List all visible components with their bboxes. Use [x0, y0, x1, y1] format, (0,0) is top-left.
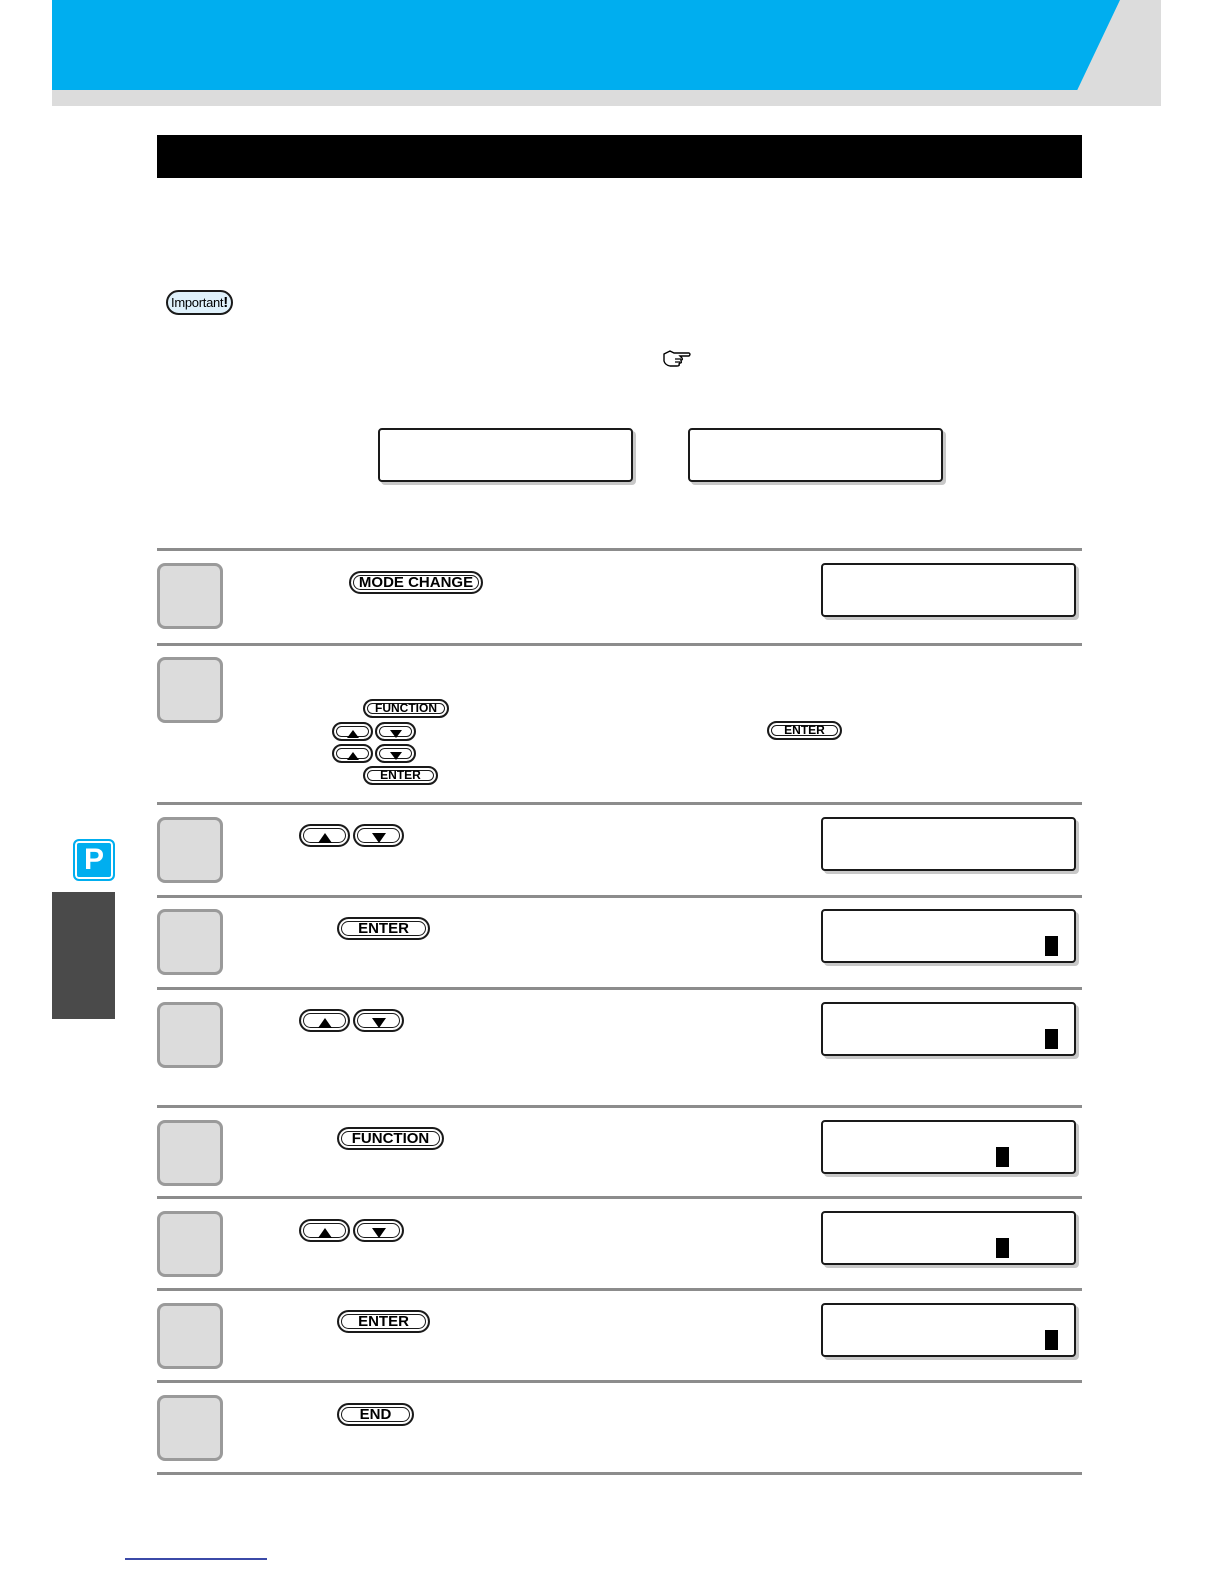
- arrow-down-icon: [372, 833, 386, 843]
- enter-key[interactable]: ENTER: [337, 1310, 430, 1333]
- important-label: Important: [171, 295, 224, 310]
- up-key[interactable]: [299, 1009, 350, 1032]
- step-number-box: [157, 1120, 223, 1186]
- step-divider: [157, 1288, 1082, 1291]
- down-key[interactable]: [353, 1009, 404, 1032]
- step-divider: [157, 1380, 1082, 1383]
- important-badge: [166, 290, 233, 315]
- step-divider: [157, 643, 1082, 646]
- arrow-up-icon: [347, 730, 359, 738]
- step-number-box: [157, 657, 223, 723]
- down-key[interactable]: [375, 744, 416, 763]
- step-number-box: [157, 563, 223, 629]
- down-key[interactable]: [353, 824, 404, 847]
- step-divider: [157, 1196, 1082, 1199]
- lcd-cursor: [996, 1147, 1009, 1167]
- arrow-down-icon: [390, 730, 402, 738]
- step-divider: [157, 895, 1082, 898]
- down-key[interactable]: [353, 1219, 404, 1242]
- function-key[interactable]: FUNCTION: [363, 699, 449, 718]
- lcd-display-example-2: [688, 428, 943, 482]
- arrow-down-icon: [372, 1018, 386, 1028]
- step-number-box: [157, 909, 223, 975]
- lcd-cursor: [1045, 1029, 1058, 1049]
- step-number-box: [157, 1303, 223, 1369]
- lcd-display: [821, 563, 1076, 617]
- step-number-box: [157, 817, 223, 883]
- pointing-hand-icon[interactable]: [662, 348, 692, 368]
- enter-key[interactable]: ENTER: [363, 766, 438, 785]
- chapter-p-icon: [73, 839, 115, 881]
- function-key[interactable]: FUNCTION: [337, 1127, 444, 1150]
- chapter-side-tab: [52, 892, 115, 1019]
- lcd-display: [821, 817, 1076, 871]
- lcd-display: [821, 1120, 1076, 1174]
- lcd-cursor: [996, 1238, 1009, 1258]
- down-key[interactable]: [375, 722, 416, 741]
- step-divider: [157, 987, 1082, 990]
- step-divider: [157, 1105, 1082, 1108]
- lcd-display-example-1: [378, 428, 633, 482]
- lcd-display: [821, 1303, 1076, 1357]
- step-number-box: [157, 1395, 223, 1461]
- up-key[interactable]: [299, 824, 350, 847]
- enter-key[interactable]: ENTER: [337, 917, 430, 940]
- arrow-up-icon: [347, 752, 359, 760]
- up-key[interactable]: [332, 744, 373, 763]
- lcd-cursor: [1045, 936, 1058, 956]
- step-divider: [157, 548, 1082, 551]
- lcd-cursor: [1045, 1330, 1058, 1350]
- chapter-letter: P: [83, 843, 104, 876]
- end-key[interactable]: END: [337, 1403, 414, 1426]
- step-number-box: [157, 1211, 223, 1277]
- enter-key[interactable]: ENTER: [767, 721, 842, 740]
- arrow-up-icon: [318, 833, 332, 843]
- step-divider: [157, 1472, 1082, 1475]
- arrow-up-icon: [318, 1018, 332, 1028]
- step-number-box: [157, 1002, 223, 1068]
- mode-change-key[interactable]: MODE CHANGE: [349, 571, 483, 594]
- lcd-display: [821, 909, 1076, 963]
- up-key[interactable]: [299, 1219, 350, 1242]
- step-divider: [157, 802, 1082, 805]
- lcd-display: [821, 1211, 1076, 1265]
- arrow-down-icon: [390, 752, 402, 760]
- footer-link[interactable]: [125, 1558, 267, 1560]
- important-mark: !: [223, 294, 228, 311]
- header-banner: [52, 0, 1120, 90]
- up-key[interactable]: [332, 722, 373, 741]
- arrow-up-icon: [318, 1228, 332, 1238]
- arrow-down-icon: [372, 1228, 386, 1238]
- section-title-bar: [157, 135, 1082, 178]
- lcd-display: [821, 1002, 1076, 1056]
